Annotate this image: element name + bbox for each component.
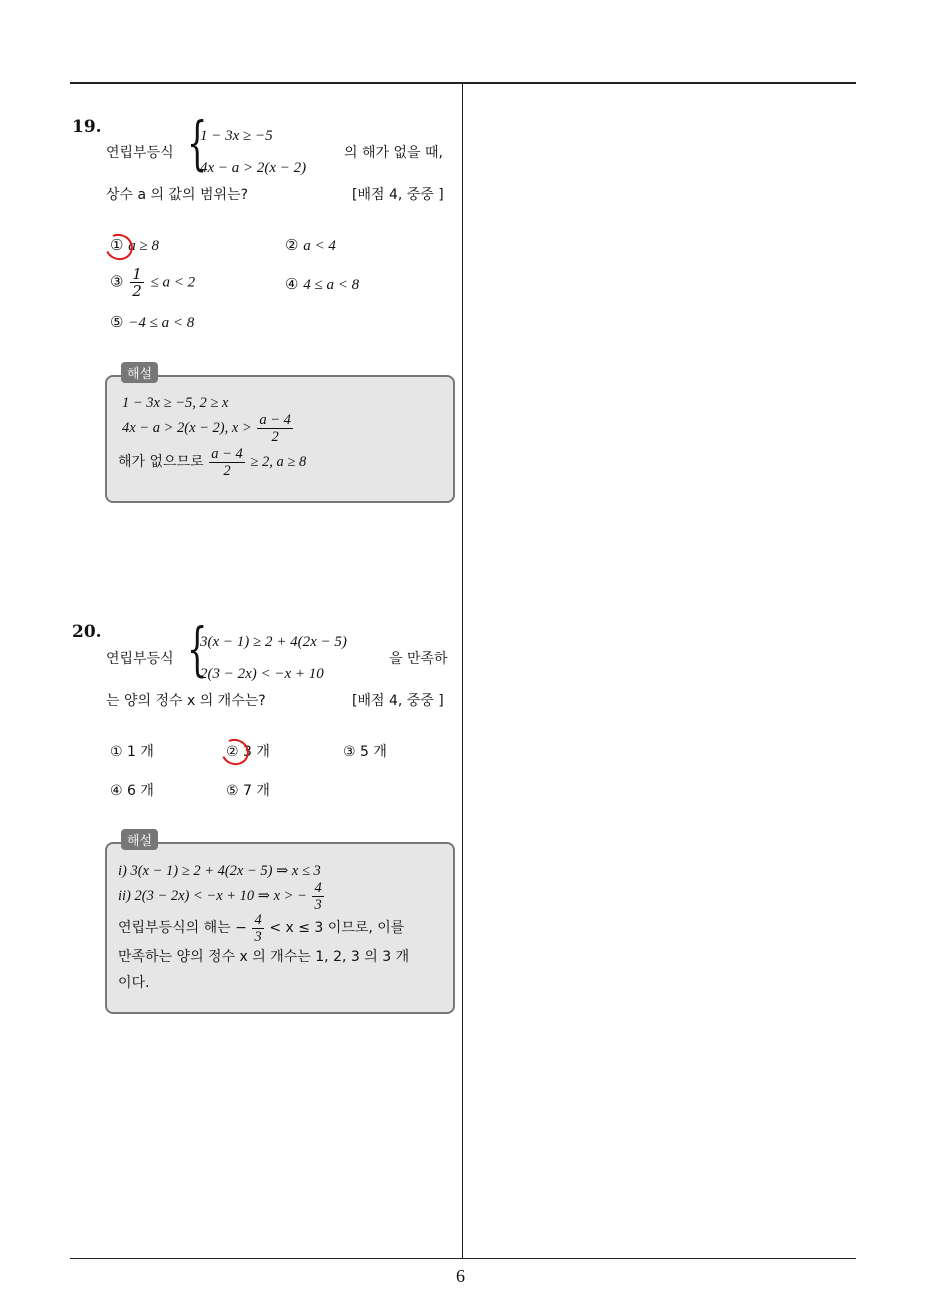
option-mark: ③ xyxy=(110,272,124,291)
question-line-2: 상수 a 의 값의 범위는? xyxy=(106,187,249,203)
fraction-denominator: 2 xyxy=(271,429,279,445)
fraction-numerator: a − 4 xyxy=(211,446,243,462)
option-mark: ② xyxy=(285,236,299,254)
fraction-denominator: 2 xyxy=(223,463,231,479)
solution-text: 4x − a > 2(x − 2), x > xyxy=(122,419,252,436)
solution-tag: 해설 xyxy=(121,829,158,850)
fraction-denominator: 3 xyxy=(314,897,322,913)
option-5[interactable] xyxy=(110,313,194,332)
solution-tag: 해설 xyxy=(121,362,158,383)
option-2[interactable] xyxy=(285,236,336,255)
solution-line-3 xyxy=(118,446,306,479)
question-number: 20. xyxy=(72,622,102,642)
option-mark: ② xyxy=(226,744,239,760)
option-mark: ④ xyxy=(110,783,123,799)
option-5[interactable] xyxy=(226,780,270,800)
option-mark: ④ xyxy=(285,275,299,293)
fraction xyxy=(209,446,245,479)
option-3[interactable] xyxy=(110,266,195,299)
solution-line-4: 만족하는 양의 정수 x 의 개수는 1, 2, 3 의 3 개 xyxy=(118,949,410,965)
fraction-numerator: 1 xyxy=(132,265,142,283)
option-3[interactable] xyxy=(343,741,387,761)
fraction-numerator: a − 4 xyxy=(259,412,291,428)
solution-line-3 xyxy=(118,912,404,945)
system-brace: { xyxy=(187,615,208,683)
solution-text: 연립부등식의 해는 − xyxy=(118,919,247,936)
option-text: 1 개 xyxy=(127,744,154,760)
option-text: a < 4 xyxy=(303,238,336,254)
option-mark: ① xyxy=(110,744,123,760)
fraction xyxy=(257,412,293,445)
solution-line-1: i) 3(x − 1) ≥ 2 + 4(2x − 5) ⇒ x ≤ 3 xyxy=(118,863,321,879)
option-mark: ⑤ xyxy=(110,313,124,331)
fraction xyxy=(130,266,144,299)
solution-line-2 xyxy=(122,412,295,445)
option-4[interactable] xyxy=(285,275,359,294)
top-rule xyxy=(70,82,856,84)
system-brace: { xyxy=(187,109,208,177)
solution-text: ≥ 2, a ≥ 8 xyxy=(250,453,307,470)
question-tail: 의 해가 없을 때, xyxy=(344,145,443,161)
option-text: 6 개 xyxy=(127,783,154,799)
fraction xyxy=(252,912,263,945)
option-text: 4 ≤ a < 8 xyxy=(303,277,360,293)
bottom-rule xyxy=(70,1258,856,1259)
system-line-2: 2(3 − 2x) < −x + 10 xyxy=(200,666,324,682)
option-text: −4 ≤ a < 8 xyxy=(128,315,195,331)
option-text: 7 개 xyxy=(243,783,270,799)
question-line-2: 는 양의 정수 x 의 개수는? xyxy=(106,693,266,709)
option-4[interactable] xyxy=(110,780,154,800)
column-divider xyxy=(462,84,463,1258)
solution-text: ii) 2(3 − 2x) < −x + 10 ⇒ x > − xyxy=(118,887,307,904)
fraction-denominator: 2 xyxy=(132,282,142,300)
solution-text: 해가 없으므로 xyxy=(118,453,204,470)
question-number: 19. xyxy=(72,117,102,137)
option-text: a ≥ 8 xyxy=(128,238,159,254)
page-number: 6 xyxy=(456,1266,465,1286)
system-line-2: 4x − a > 2(x − 2) xyxy=(200,160,307,176)
question-lead: 연립부등식 xyxy=(106,651,174,667)
option-text: 3 개 xyxy=(243,744,270,760)
fraction-denominator: 3 xyxy=(254,929,262,945)
fraction-numerator: 4 xyxy=(254,912,262,928)
solution-line-1: 1 − 3x ≥ −5, 2 ≥ x xyxy=(122,395,229,411)
option-text: 5 개 xyxy=(360,744,387,760)
option-mark: ⑤ xyxy=(226,783,239,799)
score-label: [배점 4, 중중 ] xyxy=(352,187,444,203)
solution-line-5: 이다. xyxy=(118,975,150,991)
option-mark: ③ xyxy=(343,744,356,760)
option-1[interactable] xyxy=(110,741,154,761)
system-line-1: 3(x − 1) ≥ 2 + 4(2x − 5) xyxy=(200,634,347,650)
fraction xyxy=(312,880,323,913)
option-text: ≤ a < 2 xyxy=(150,274,196,291)
fraction-numerator: 4 xyxy=(314,880,322,896)
question-lead: 연립부등식 xyxy=(106,145,174,161)
solution-text: < x ≤ 3 이므로, 이를 xyxy=(269,919,405,936)
solution-line-2 xyxy=(118,880,326,913)
question-tail: 을 만족하 xyxy=(389,651,448,667)
score-label: [배점 4, 중중 ] xyxy=(352,693,444,709)
system-line-1: 1 − 3x ≥ −5 xyxy=(200,128,273,144)
option-mark: ① xyxy=(110,236,124,254)
